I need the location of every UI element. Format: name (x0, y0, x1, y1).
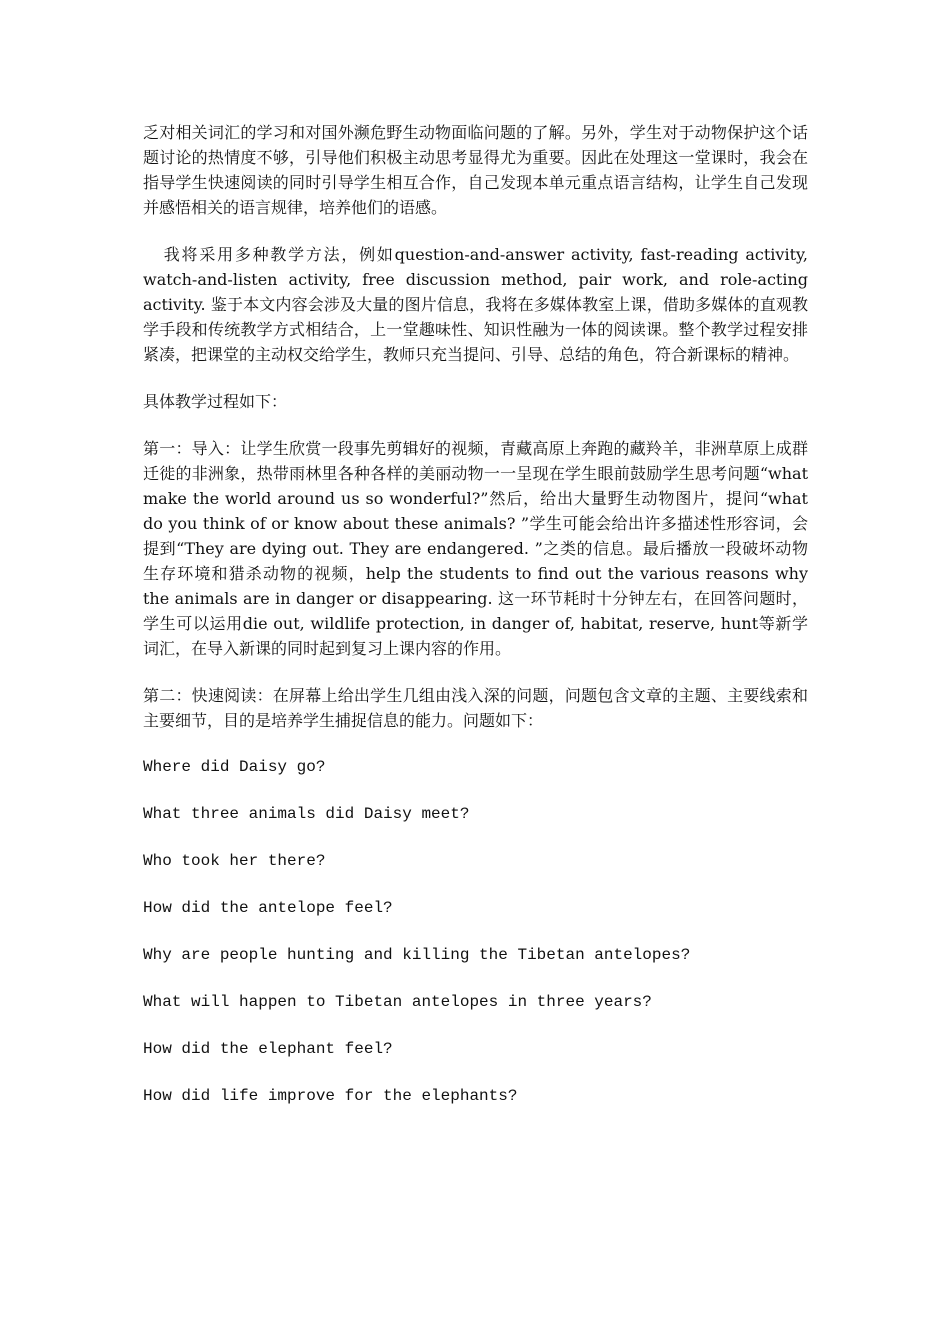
question-item: How did life improve for the elephants? (143, 1087, 518, 1105)
document-page (143, 120, 808, 1131)
question-item: Where did Daisy go? (143, 758, 326, 776)
paragraph-step-two: 第二：快速阅读：在屏幕上给出学生几组由浅入深的问题，问题包含文章的主题、主要线索和主要细节，目的是培养学生捕捉信息的能力。问题如下： (143, 686, 808, 730)
paragraph-methods: 我将采用多种教学方法，例如question-and-answer activity, fast-reading activity, watch-and-listen activity, free discussion method, pair work, and role-acting activity. 鉴于本文内容会涉及大量的图片信息，我将在多媒体教室上课，借助多媒体的直观教学手段和传统教学方式相结合，上一堂趣味性、知识性融为一体的阅读课。整个教学过程安排紧凑，把课堂的主动权交给学生，教师只充当提问、引导、总结的角色，符合新课标的精神。 (143, 245, 808, 364)
question-item: What three animals did Daisy meet? (143, 805, 470, 823)
question-item: Who took her there? (143, 852, 326, 870)
question-item: Why are people hunting and killing the Tibetan antelopes? (143, 946, 691, 964)
question-item: How did the antelope feel? (143, 899, 393, 917)
question-item: What will happen to Tibetan antelopes in three years? (143, 993, 652, 1011)
paragraph-intro: 乏对相关词汇的学习和对国外濒危野生动物面临问题的了解。另外，学生对于动物保护这个话题讨论的热情度不够，引导他们积极主动思考显得尤为重要。因此在处理这一堂课时，我会在指导学生快速阅读的同时引导学生相互合作，自己发现本单元重点语言结构，让学生自己发现并感悟相关的语言规律，培养他们的语感。 (143, 123, 808, 217)
paragraph-process-heading: 具体教学过程如下： (143, 392, 288, 411)
question-item: How did the elephant feel? (143, 1040, 393, 1058)
question-list (143, 755, 808, 1131)
paragraph-step-one: 第一：导入：让学生欣赏一段事先剪辑好的视频，青藏高原上奔跑的藏羚羊，非洲草原上成群迁徙的非洲象，热带雨林里各种各样的美丽动物一一呈现在学生眼前鼓励学生思考问题“what make the world around us so wonderful?”然后，给出大量野生动物图片，提问“what do you think of or know about these animals? ”学生可能会给出许多描述性形容词，会提到“They are dying out. They are endangered. ”之类的信息。最后播放一段破坏动物生存环境和猎杀动物的视频，help the students to find out the various reasons why the animals are in danger or disappearing. 这一环节耗时十分钟左右，在回答问题时，学生可以运用die out, wildlife protection, in danger of, habitat, reserve, hunt等新学词汇，在导入新课的同时起到复习上课内容的作用。 (143, 439, 808, 658)
